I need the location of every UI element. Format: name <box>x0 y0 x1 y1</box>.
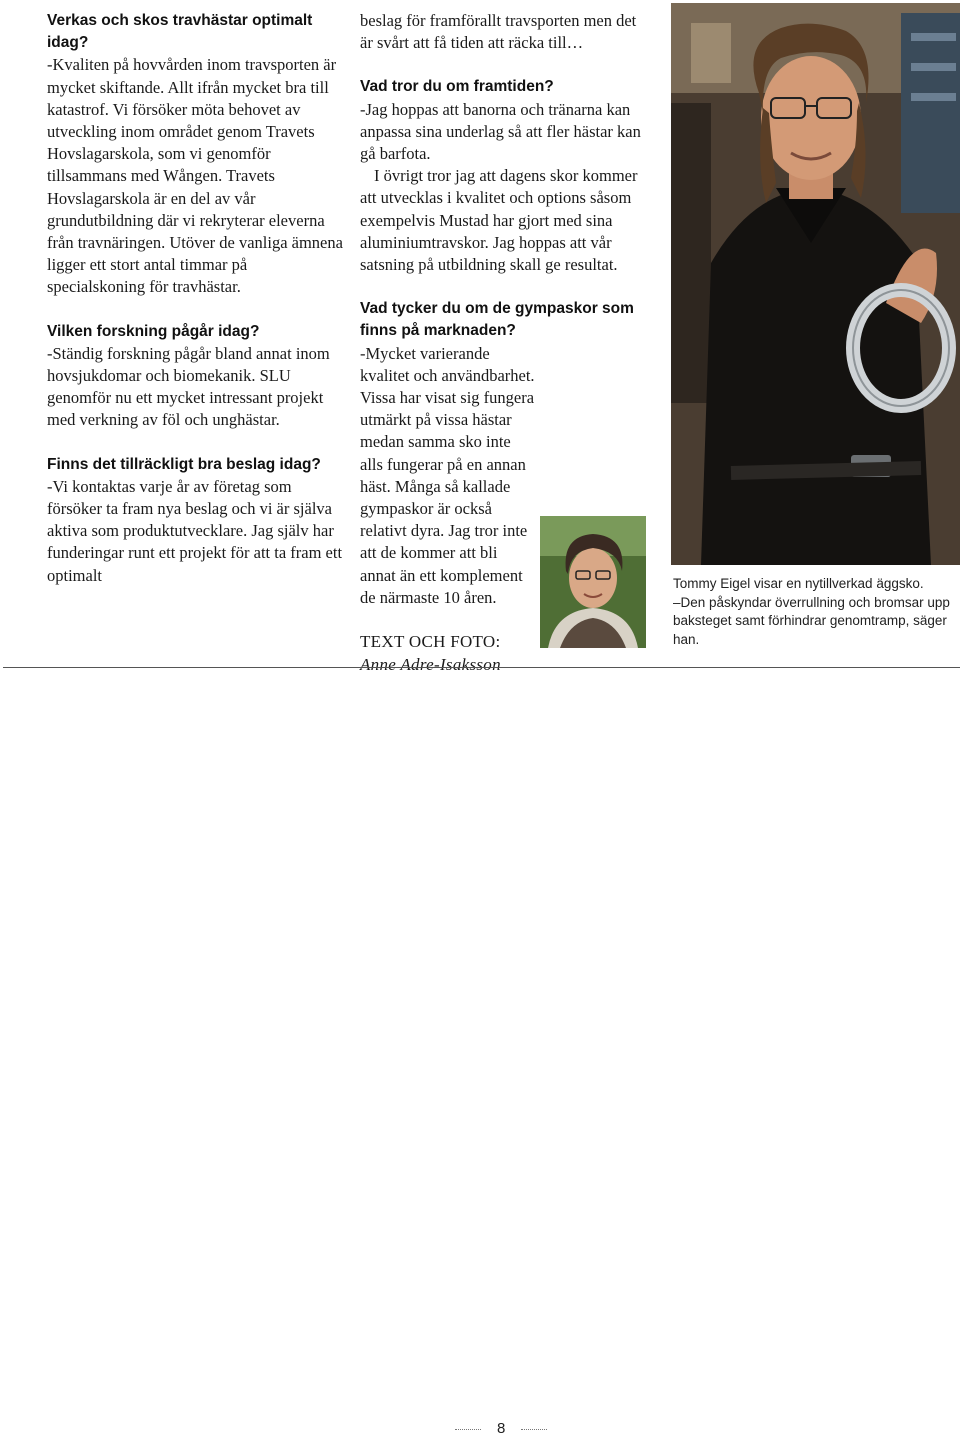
footer-dots <box>455 1429 481 1430</box>
byline-label: TEXT OCH FOTO: <box>360 632 501 652</box>
photo-caption <box>673 575 958 649</box>
page-footer <box>455 1420 555 1440</box>
question-heading: Vad tror du om framtiden? <box>360 78 554 96</box>
question-heading: Vilken forskning pågår idag? <box>47 322 260 340</box>
answer-paragraph: -Mycket varierande kvalitet och användbarhet. Vissa har visat sig fungera utmärkt på vissa hästar medan samma sko inte alls fungerar på en annan häst. Många så kallade gympaskor är också relativt dyra. Jag tror inte att de kommer att bli annat än ett komplement de närmaste 10 åren. <box>360 343 535 607</box>
question-heading: Verkas och skos travhästar optimalt idag? <box>47 12 313 52</box>
byline-author: Anne Adre-Isaksson <box>360 654 501 674</box>
farrier-photo <box>671 3 960 565</box>
answer-paragraph: -Ständig forskning pågår bland annat inom hovsjukdomar och biomekanik. SLU genomför nu ett mycket intressant projekt med verkning av föl och unghästar. <box>47 343 330 430</box>
caption-line: Tommy Eigel visar en nytillverkad äggsko. <box>673 576 924 591</box>
answer-paragraph: beslag för framförallt travsporten men det är svårt att få tiden att räcka till… <box>360 11 637 53</box>
section-divider <box>3 667 960 668</box>
footer-dots <box>521 1429 547 1430</box>
author-photo <box>540 516 646 648</box>
answer-paragraph: -Jag hoppas att banorna och tränarna kan anpassa sina underlag så att fler hästar kan gå barfota. <box>360 99 641 164</box>
answer-paragraph: -Kvaliten på hovvården inom travsporten är mycket skiftande. Allt ifrån mycket bra till katastrof. Vi försöker möta behovet av utveckling inom området genom Travets Hovslagarskola, som vi genomför tillsammans med Wången. Travets Hovslagarskola är en del av vår grundutbildning där vi rekryterar eleverna från travnäringen. Utöver de vanliga ämnena ligger ett stort antal timmar på specialskoning för travhästar. <box>47 55 343 297</box>
question-heading: Vad tycker du om de gympaskor som finns på marknaden? <box>360 300 634 340</box>
answer-paragraph: I övrigt tror jag att dagens skor kommer att utvecklas i kvalitet och options såsom exempelvis Mustad har gjort med sina aluminiumtravskor. Jag hoppas att vår satsning på utbildning skall ge resultat. <box>360 166 638 275</box>
answer-paragraph: -Vi kontaktas varje år av företag som försöker ta fram nya beslag och vi är själva aktiva som produktutvecklare. Jag själv har funderingar runt ett projekt för att ta fram ett optimalt <box>47 476 343 585</box>
page-number: 8 <box>497 1420 506 1437</box>
article-column-1 <box>47 10 347 587</box>
caption-line: –Den påskyndar överrullning och bromsar upp baksteget samt förhindrar genomtramp, säger han. <box>673 594 950 647</box>
question-heading: Finns det tillräckligt bra beslag idag? <box>47 455 321 473</box>
